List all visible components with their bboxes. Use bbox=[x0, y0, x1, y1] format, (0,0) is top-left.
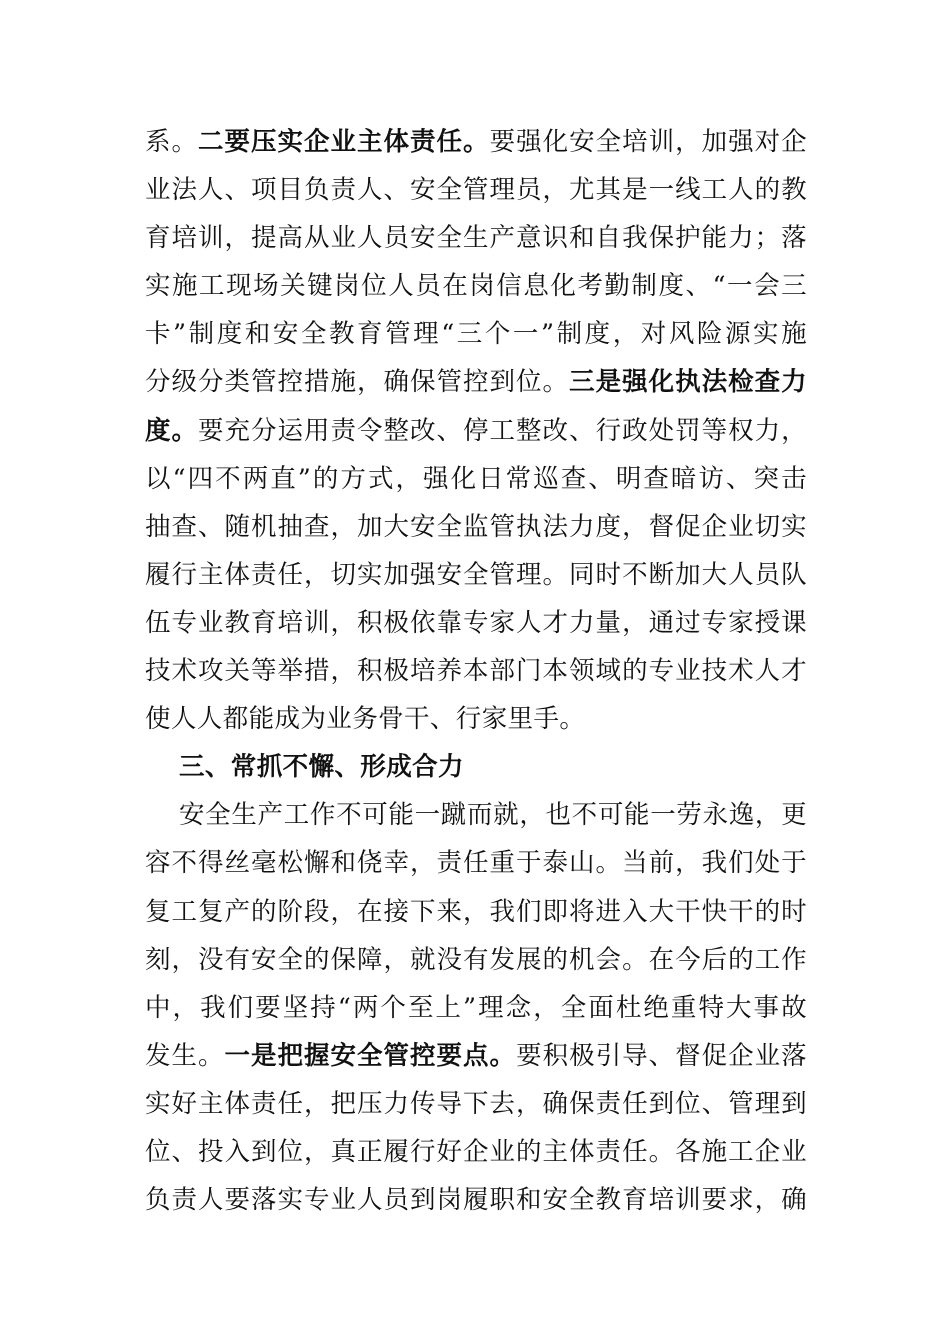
text-line: 卡”制度和安全教育管理“三个一”制度，对风险源实施 bbox=[145, 319, 807, 350]
text-line: 位、投入到位，真正履行好企业的主体责任。各施工企业 bbox=[145, 1136, 807, 1167]
text-line: 负责人要落实专业人员到岗履职和安全教育培训要求，确 bbox=[145, 1185, 807, 1216]
text-line: 实好主体责任，把压力传导下去，确保责任到位、管理到 bbox=[145, 1088, 807, 1119]
text-line: 分级分类管控措施，确保管控到位。三是强化执法检查力 bbox=[145, 367, 807, 398]
section-heading: 三、常抓不懈、形成合力 bbox=[179, 752, 464, 783]
text-line: 发生。一是把握安全管控要点。要积极引导、督促企业落 bbox=[145, 1040, 807, 1071]
text-line: 使人人都能成为业务骨干、行家里手。 bbox=[145, 704, 586, 735]
text-line: 以“四不两直”的方式，强化日常巡查、明查暗访、突击 bbox=[145, 463, 807, 494]
bold-heading: 二要压实企业主体责任。 bbox=[198, 127, 490, 157]
text-line: 安全生产工作不可能一蹴而就，也不可能一劳永逸，更 bbox=[179, 800, 807, 831]
text-line: 技术攻关等举措，积极培养本部门本领域的专业技术人才 bbox=[145, 656, 807, 687]
text-line: 抽查、随机抽查，加大安全监管执法力度，督促企业切实 bbox=[145, 511, 807, 542]
bold-heading: 度。 bbox=[145, 415, 199, 446]
text-line: 刻，没有安全的保障，就没有发展的机会。在今后的工作 bbox=[145, 944, 807, 975]
text-line: 容不得丝毫松懈和侥幸，责任重于泰山。当前，我们处于 bbox=[145, 848, 807, 879]
text-line: 中，我们要坚持“两个至上”理念，全面杜绝重特大事故 bbox=[145, 992, 807, 1023]
text-line: 系。二要压实企业主体责任。要强化安全培训，加强对企 bbox=[145, 127, 807, 157]
text-line: 度。要充分运用责令整改、停工整改、行政处罚等权力， bbox=[145, 415, 807, 446]
document-body bbox=[145, 118, 807, 1224]
text-line: 复工复产的阶段，在接下来，我们即将进入大干快干的时 bbox=[145, 896, 807, 927]
text-line: 育培训，提高从业人员安全生产意识和自我保护能力；落 bbox=[145, 223, 807, 254]
text-line: 履行主体责任，切实加强安全管理。同时不断加大人员队 bbox=[145, 559, 807, 590]
bold-heading: 一是把握安全管控要点。 bbox=[224, 1040, 517, 1071]
bold-heading: 三是强化执法检查力 bbox=[569, 367, 807, 398]
text-line: 业法人、项目负责人、安全管理员，尤其是一线工人的教 bbox=[145, 175, 807, 206]
text-line: 伍专业教育培训，积极依靠专家人才力量，通过专家授课 bbox=[145, 607, 807, 638]
text-line: 实施工现场关键岗位人员在岗信息化考勤制度、“一会三 bbox=[145, 271, 807, 302]
